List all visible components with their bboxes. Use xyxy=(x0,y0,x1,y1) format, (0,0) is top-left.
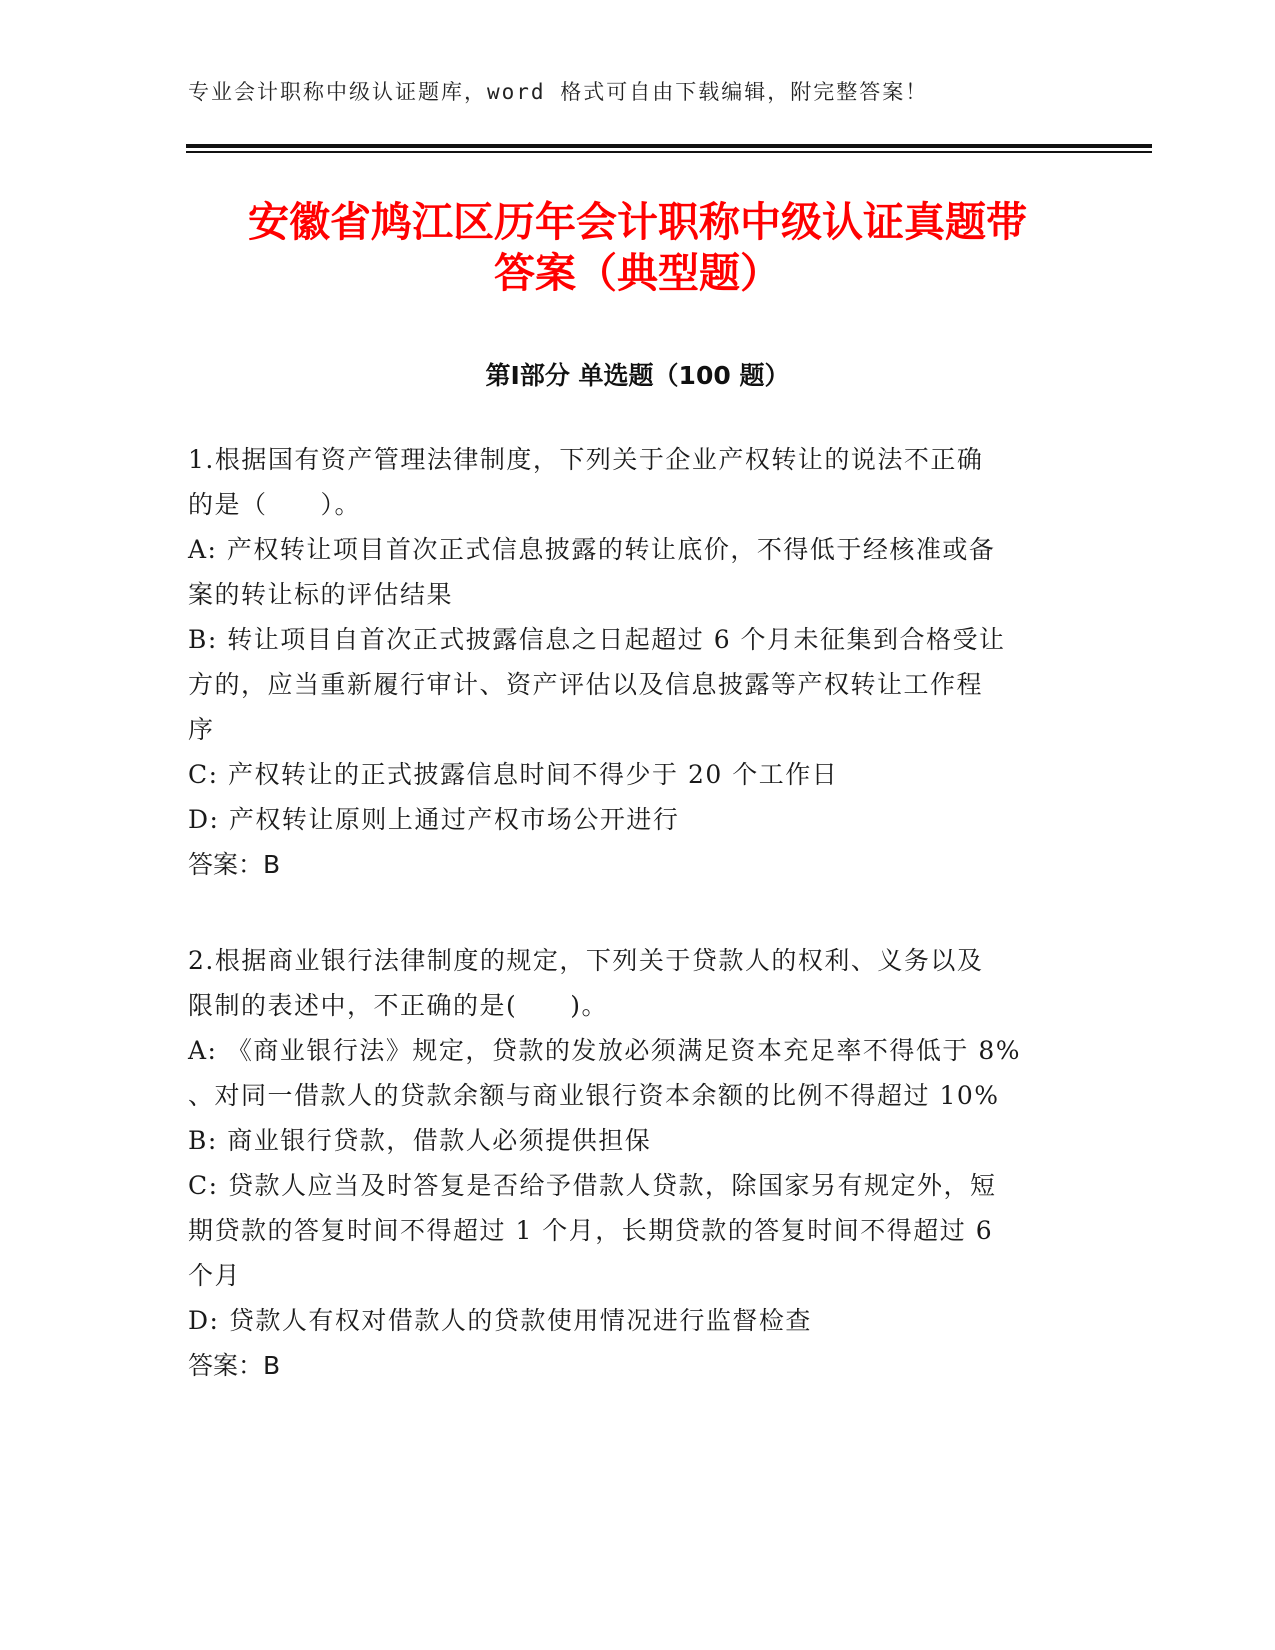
question-2-option-b-line-1: B: 商业银行贷款，借款人必须提供担保 xyxy=(188,1126,652,1155)
question-1-option-b-line-1: B: 转让项目自首次正式披露信息之日起超过 6 个月未征集到合格受让 xyxy=(188,625,1006,654)
header-rule-thin xyxy=(186,151,1152,153)
header-rule-thick xyxy=(186,144,1152,148)
title-line-2: 答案（典型题） xyxy=(494,249,781,297)
question-1-option-a-line-1: A: 产权转让项目首次正式信息披露的转让底价，不得低于经核准或备 xyxy=(188,535,996,564)
question-2 xyxy=(188,938,1088,1388)
header-note: 专业会计职称中级认证题库，word 格式可自由下载编辑，附完整答案！ xyxy=(188,80,929,104)
question-2-option-a-line-1: A: 《商业银行法》规定，贷款的发放必须满足资本充足率不得低于 8% xyxy=(188,1036,1022,1065)
question-1-stem-line-2: 的是（ ）。 xyxy=(188,490,362,519)
question-2-stem-line-1: 2.根据商业银行法律制度的规定，下列关于贷款人的权利、义务以及 xyxy=(188,946,984,975)
title-line-1: 安徽省鸠江区历年会计职称中级认证真题带 xyxy=(248,198,1027,246)
question-2-stem-line-2: 限制的表述中，不正确的是( )。 xyxy=(188,991,609,1020)
question-1-option-c-line-1: C: 产权转让的正式披露信息时间不得少于 20 个工作日 xyxy=(188,760,839,789)
question-2-option-c-line-3: 个月 xyxy=(188,1261,242,1290)
question-1-option-b-line-2: 方的，应当重新履行审计、资产评估以及信息披露等产权转让工作程 xyxy=(188,670,984,699)
question-1-answer: 答案：B xyxy=(188,850,281,879)
question-1-option-a-line-2: 案的转让标的评估结果 xyxy=(188,580,454,609)
question-2-option-a-line-2: 、对同一借款人的贷款余额与商业银行资本余额的比例不得超过 10% xyxy=(188,1081,1000,1110)
document-title xyxy=(140,197,1135,299)
question-2-option-d-line-1: D: 贷款人有权对借款人的贷款使用情况进行监督检查 xyxy=(188,1306,812,1335)
section-title: 第Ⅰ部分 单选题（100 题） xyxy=(485,361,790,390)
question-1-stem-line-1: 1.根据国有资产管理法律制度，下列关于企业产权转让的说法不正确 xyxy=(188,445,984,474)
question-1 xyxy=(188,437,1088,887)
question-2-answer: 答案：B xyxy=(188,1351,281,1380)
question-1-option-d-line-1: D: 产权转让原则上通过产权市场公开进行 xyxy=(188,805,680,834)
question-2-option-c-line-2: 期贷款的答复时间不得超过 1 个月，长期贷款的答复时间不得超过 6 xyxy=(188,1216,994,1245)
question-1-option-b-line-3: 序 xyxy=(188,715,215,744)
question-2-option-c-line-1: C: 贷款人应当及时答复是否给予借款人贷款，除国家另有规定外，短 xyxy=(188,1171,997,1200)
